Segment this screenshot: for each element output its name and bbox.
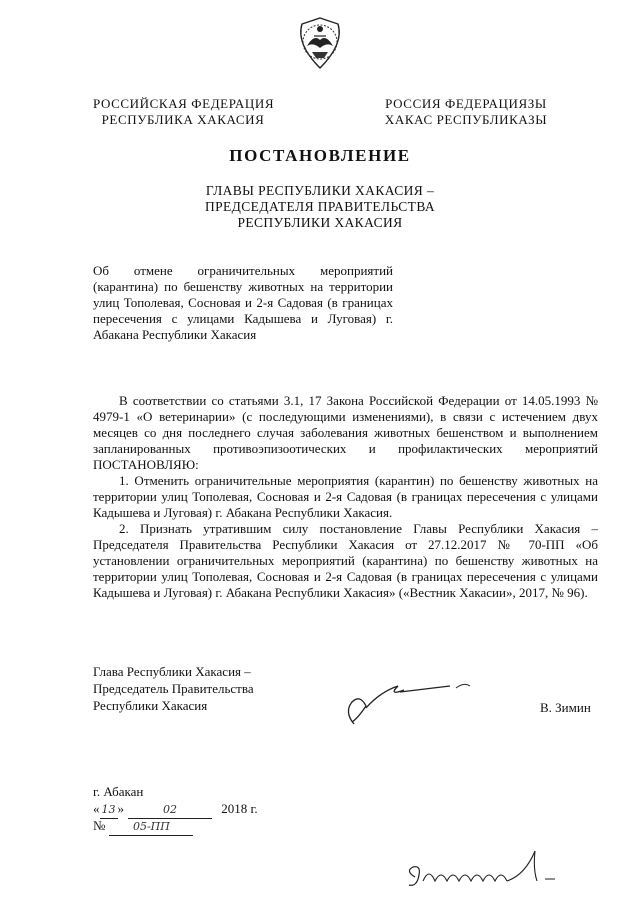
body-item-1: 1. Отменить ограничительные мероприятия (карантин) по бешенству животных на территории улиц Тополевая, Сосновая и 2-я Садовая (в границах пересечения с улицами Кадышева и Луговая) г. Абакана Республики Хакасия. (93, 473, 598, 520)
subtitle-line-2: ПРЕДСЕДАТЕЛЯ ПРАВИТЕЛЬСТВА (204, 199, 436, 214)
header-left-line-1: РОССИЙСКАЯ ФЕДЕРАЦИЯ (93, 96, 275, 111)
handwritten-signature (340, 672, 490, 732)
header-left-line-2: РЕСПУБЛИКА ХАКАСИЯ (101, 112, 265, 127)
signer-name: В. Зимин (540, 700, 591, 715)
document-body (93, 393, 598, 601)
header-right-line-2: ХАКАС РЕСПУБЛИКАЗЫ (384, 112, 548, 127)
date-close-quote: » (117, 801, 124, 816)
signer-position-line-3: Республики Хакасия (93, 698, 208, 713)
header-left (93, 96, 273, 128)
signer-position (93, 663, 254, 714)
document-footer (93, 783, 258, 834)
footer-city: г. Абакан (93, 784, 144, 799)
body-preamble: В соответствии со статьями 3.1, 17 Закона Российской Федерации от 14.05.1993 № 4979-1 «О ветеринарии» (с последующими изменениями), в связи с истечением двух месяцев со дня последнего случая заболевания животных бешенством и выполнением запланированных противоэпизоотических и профилактических мероприятий ПОСТАНОВЛЯЮ: (93, 393, 598, 472)
document-subtitle (0, 183, 640, 231)
date-month: 02 (128, 801, 212, 819)
signer-position-line-1: Глава Республики Хакасия – (93, 664, 251, 679)
body-item-2: 2. Признать утратившим силу постановление Главы Республики Хакасия – Председателя Правительства Республики Хакасия от 27.12.2017 № 70-ПП «Об установлении ограничительных мероприятий (карантина) по бешенству животных на территории улиц Тополевая, Сосновая и 2-я Садовая (в границах пересечения с улицами Кадышева и Луговая) г. Абакана Республики Хакасия» («Вестник Хакасии», 2017, № 96). (93, 521, 598, 600)
header-right (384, 96, 548, 128)
date-year: 2018 г. (221, 801, 258, 816)
footer-date (93, 800, 258, 817)
signer-position-line-2: Председатель Правительства (93, 681, 254, 696)
subtitle-line-3: РЕСПУБЛИКИ ХАКАСИЯ (237, 215, 403, 230)
footer-number (93, 817, 258, 834)
date-day: 13 (100, 801, 118, 819)
approval-signature (395, 845, 565, 895)
document-subject: Об отмене ограничительных мероприятий (карантина) по бешенству животных на территории улиц Тополевая, Сосновая и 2-я Садовая (в границах пересечения с улицами Кадышева и Луговая) г. Абакана Республики Хакасия (93, 263, 393, 342)
subtitle-line-1: ГЛАВЫ РЕСПУБЛИКИ ХАКАСИЯ – (205, 183, 435, 198)
document-number: 05-ПП (109, 818, 193, 836)
document-title: ПОСТАНОВЛЕНИЕ (229, 146, 411, 165)
header-right-line-1: РОССИЯ ФЕДЕРАЦИЯЗЫ (385, 96, 547, 111)
number-prefix: № (93, 818, 106, 833)
coat-of-arms-emblem (294, 16, 346, 70)
date-open-quote: « (93, 801, 100, 816)
